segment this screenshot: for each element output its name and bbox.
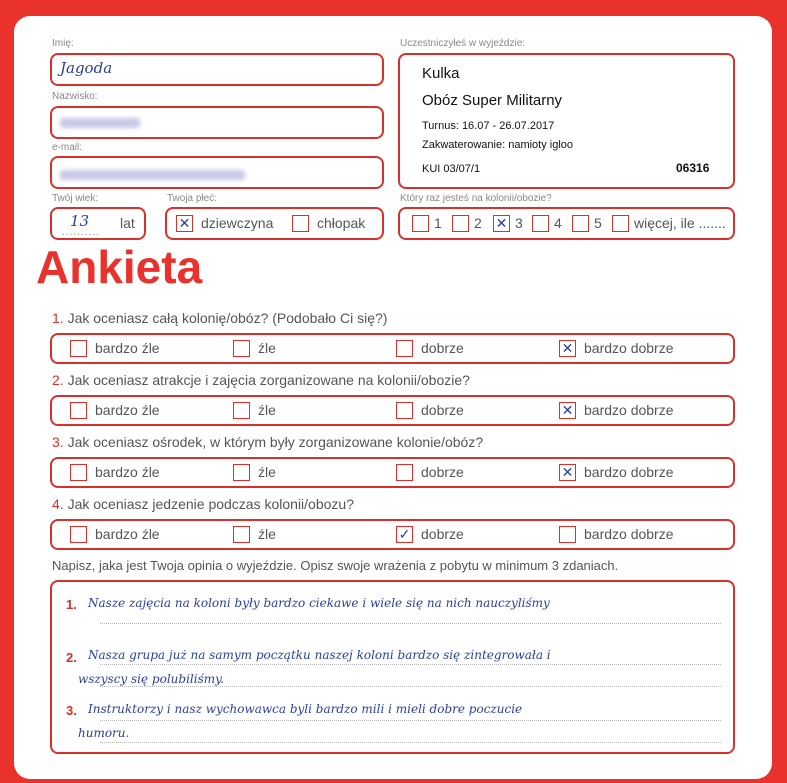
times-label-5: 5 bbox=[594, 215, 602, 231]
q3-option-3-checkbox[interactable] bbox=[396, 464, 413, 481]
opinion-number-1: 1. bbox=[66, 597, 77, 612]
question-4-number: 4. bbox=[52, 496, 64, 512]
question-1-number: 1. bbox=[52, 310, 64, 326]
q4-option-3-label: dobrze bbox=[421, 526, 464, 542]
q2-option-1-checkbox[interactable] bbox=[70, 402, 87, 419]
q3-option-4-label: bardzo dobrze bbox=[584, 464, 674, 480]
question-4-text: Jak oceniasz jedzenie podczas kolonii/obozu? bbox=[67, 496, 354, 512]
times-label-2: 2 bbox=[474, 215, 482, 231]
question-3-text: Jak oceniasz ośrodek, w którym były zorganizowane kolonie/obóz? bbox=[67, 434, 484, 450]
q3-option-4-checkbox[interactable] bbox=[559, 464, 576, 481]
times-checkbox-4[interactable] bbox=[532, 215, 549, 232]
gender-female-label: dziewczyna bbox=[201, 215, 274, 231]
opinion-line-5: humoru. bbox=[78, 726, 130, 740]
times-label-1: 1 bbox=[434, 215, 442, 231]
card-code: KUI 03/07/1 bbox=[422, 163, 481, 175]
question-2-options bbox=[50, 395, 735, 426]
age-dots: .......... bbox=[62, 227, 100, 238]
surname-label: Nazwisko: bbox=[52, 91, 98, 102]
q4-option-4-checkbox[interactable] bbox=[559, 526, 576, 543]
card-number: 06316 bbox=[676, 161, 710, 175]
check-mark-icon: ✕ bbox=[495, 215, 508, 231]
q1-option-2-checkbox[interactable] bbox=[233, 340, 250, 357]
question-3 bbox=[52, 434, 483, 450]
card-turnus: Turnus: 16.07 - 26.07.2017 bbox=[422, 120, 555, 132]
q1-option-4-checkbox[interactable] bbox=[559, 340, 576, 357]
question-2 bbox=[52, 372, 470, 388]
q2-option-4-label: bardzo dobrze bbox=[584, 402, 674, 418]
opinion-number-3: 3. bbox=[66, 703, 77, 718]
question-2-text: Jak oceniasz atrakcje i zajęcia zorganizowane na kolonii/obozie? bbox=[67, 372, 470, 388]
times-label-more: więcej, ile ....... bbox=[634, 215, 726, 231]
check-mark-icon: ✕ bbox=[561, 340, 574, 356]
card-camp: Obóz Super Militarny bbox=[422, 92, 563, 109]
age-value: 13 bbox=[70, 212, 90, 230]
opinion-field[interactable] bbox=[50, 580, 735, 754]
q4-option-4-label: bardzo dobrze bbox=[584, 526, 674, 542]
opinion-line-3: wszyscy się polubiliśmy. bbox=[78, 672, 225, 686]
check-mark-icon: ✕ bbox=[561, 464, 574, 480]
age-unit: lat bbox=[120, 215, 135, 231]
opinion-number-2: 2. bbox=[66, 650, 77, 665]
times-label-3: 3 bbox=[515, 215, 523, 231]
q4-option-3-checkbox[interactable] bbox=[396, 526, 413, 543]
age-field[interactable] bbox=[50, 207, 146, 240]
times-label-4: 4 bbox=[554, 215, 562, 231]
camp-card bbox=[398, 53, 735, 189]
q1-option-3-label: dobrze bbox=[421, 340, 464, 356]
q3-option-2-checkbox[interactable] bbox=[233, 464, 250, 481]
opinion-line-1: Nasze zajęcia na koloni były bardzo ciekawe i wiele się na nich nauczyliśmy bbox=[88, 596, 550, 610]
opinion-line-4: Instruktorzy i nasz wychowawca byli bardzo mili i mieli dobre poczucie bbox=[88, 702, 523, 716]
card-name: Kulka bbox=[422, 65, 460, 82]
q1-option-1-checkbox[interactable] bbox=[70, 340, 87, 357]
q4-option-2-label: źle bbox=[258, 526, 276, 542]
question-1-options bbox=[50, 333, 735, 364]
ruled-line bbox=[100, 664, 721, 665]
question-4-options bbox=[50, 519, 735, 550]
ruled-line bbox=[100, 720, 721, 721]
q1-option-4-label: bardzo dobrze bbox=[584, 340, 674, 356]
times-checkbox-more[interactable] bbox=[612, 215, 629, 232]
ruled-line bbox=[100, 623, 721, 624]
redacted-surname bbox=[60, 118, 140, 128]
question-4 bbox=[52, 496, 354, 512]
q1-option-3-checkbox[interactable] bbox=[396, 340, 413, 357]
question-1 bbox=[52, 310, 387, 326]
ruled-line bbox=[100, 742, 721, 743]
q2-option-4-checkbox[interactable] bbox=[559, 402, 576, 419]
ruled-line bbox=[100, 686, 721, 687]
card-accommodation: Zakwaterowanie: namioty igloo bbox=[422, 139, 574, 151]
q2-option-3-label: dobrze bbox=[421, 402, 464, 418]
question-2-number: 2. bbox=[52, 372, 64, 388]
email-field[interactable] bbox=[50, 156, 384, 189]
gender-male-label: chłopak bbox=[317, 215, 366, 231]
q3-option-1-label: bardzo źle bbox=[95, 464, 160, 480]
card-label: Uczestniczyłeś w wyjeździe: bbox=[400, 38, 526, 49]
q2-option-2-label: źle bbox=[258, 402, 276, 418]
times-checkbox-3[interactable] bbox=[493, 215, 510, 232]
times-checkbox-5[interactable] bbox=[572, 215, 589, 232]
q3-option-2-label: źle bbox=[258, 464, 276, 480]
q2-option-2-checkbox[interactable] bbox=[233, 402, 250, 419]
q1-option-1-label: bardzo źle bbox=[95, 340, 160, 356]
surname-field[interactable] bbox=[50, 106, 384, 139]
q4-option-1-checkbox[interactable] bbox=[70, 526, 87, 543]
q2-option-1-label: bardzo źle bbox=[95, 402, 160, 418]
q1-option-2-label: źle bbox=[258, 340, 276, 356]
name-label: Imię: bbox=[52, 38, 74, 49]
gender-field bbox=[165, 207, 384, 240]
gender-female-checkbox[interactable] bbox=[176, 215, 193, 232]
opinion-prompt: Napisz, jaka jest Twoja opinia o wyjeździe. Opisz swoje wrażenia z pobytu w minimum 3 zdaniach. bbox=[52, 558, 619, 573]
q3-option-1-checkbox[interactable] bbox=[70, 464, 87, 481]
check-mark-icon: ✓ bbox=[398, 526, 411, 542]
survey-title: Ankieta bbox=[36, 241, 203, 293]
times-label: Który raz jesteś na kolonii/obozie? bbox=[400, 193, 552, 204]
question-3-options bbox=[50, 457, 735, 488]
q3-option-3-label: dobrze bbox=[421, 464, 464, 480]
name-value: Jagoda bbox=[60, 59, 113, 77]
q4-option-2-checkbox[interactable] bbox=[233, 526, 250, 543]
gender-label: Twoja płeć: bbox=[167, 193, 218, 204]
check-mark-icon: ✕ bbox=[561, 402, 574, 418]
question-3-number: 3. bbox=[52, 434, 64, 450]
gender-male-checkbox[interactable] bbox=[292, 215, 309, 232]
opinion-line-2: Nasza grupa już na samym początku naszej koloni bardzo się zintegrowała i bbox=[88, 648, 551, 662]
times-checkbox-2[interactable] bbox=[452, 215, 469, 232]
times-field bbox=[398, 207, 735, 240]
name-field[interactable] bbox=[50, 53, 384, 86]
email-label: e-mail: bbox=[52, 142, 83, 153]
check-mark-icon: ✕ bbox=[178, 215, 191, 231]
q2-option-3-checkbox[interactable] bbox=[396, 402, 413, 419]
redacted-email bbox=[60, 170, 245, 180]
question-1-text: Jak oceniasz całą kolonię/obóz? (Podobało Ci się?) bbox=[67, 310, 388, 326]
age-label: Twój wiek: bbox=[52, 193, 99, 204]
q4-option-1-label: bardzo źle bbox=[95, 526, 160, 542]
times-checkbox-1[interactable] bbox=[412, 215, 429, 232]
